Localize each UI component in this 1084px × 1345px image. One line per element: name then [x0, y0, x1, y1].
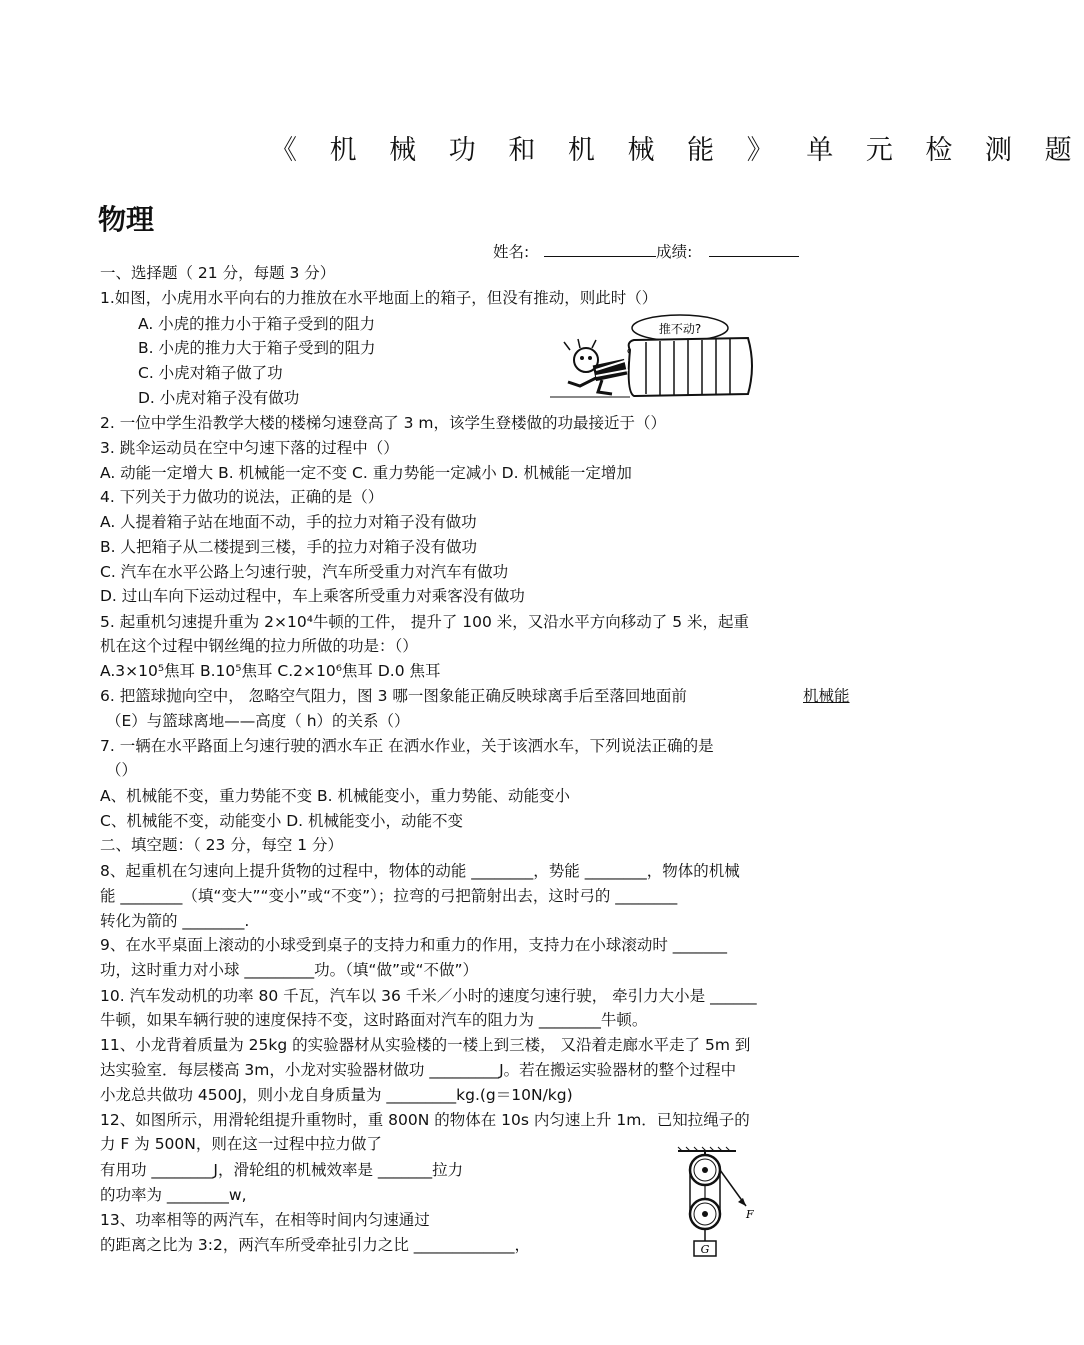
q7-options-cd: C、机械能不变，动能变小 D. 机械能变小，动能不变	[100, 812, 464, 830]
question-11-line-2: 达实验室．每层楼高 3m，小龙对实验器材做功 _________J。若在搬运实验器材的整个过程中	[100, 1061, 737, 1079]
question-5-line-2: 机在这个过程中钢丝绳的拉力所做的功是：（）	[100, 637, 418, 655]
question-9-line-1: 9、在水平桌面上滚动的小球受到桌子的支持力和重力的作用，支持力在小球滚动时 _______	[100, 936, 728, 954]
question-7-line-1: 7. 一辆在水平路面上匀速行驶的洒水车正 在洒水作业，关于该洒水车，下列说法正确的是	[100, 737, 714, 755]
section-2-heading: 二、填空题：（ 23 分，每空 1 分）	[100, 836, 344, 854]
question-13-line-1: 13、功率相等的两汽车，在相等时间内匀速通过	[100, 1211, 430, 1229]
question-6-line-2: （E）与篮球离地——高度（ h）的关系（）	[106, 712, 410, 730]
q1-option-d: D. 小虎对箱子没有做功	[138, 389, 300, 407]
subject-label: 物理	[98, 203, 155, 236]
q4-option-a: A. 人提着箱子站在地面不动，手的拉力对箱子没有做功	[100, 513, 477, 531]
question-3: 3. 跳伞运动员在空中匀速下落的过程中（）	[100, 439, 399, 457]
question-5-line-1: 5. 起重机匀速提升重为 2×10⁴牛顿的工件， 提升了 100 米，又沿水平方向移动了 5 米，起重	[100, 613, 750, 631]
question-4: 4. 下列关于力做功的说法，正确的是（）	[100, 488, 384, 506]
weight-label: G	[700, 1243, 710, 1256]
question-12-line-3: 有用功 ________J，滑轮组的机械效率是 _______拉力	[100, 1161, 464, 1179]
pulley-figure	[676, 1148, 776, 1260]
question-12-line-2: 力 F 为 500N，则在这一过程中拉力做了	[100, 1135, 382, 1153]
question-8-line-1: 8、起重机在匀速向上提升货物的过程中，物体的动能 ________，势能 ________，物体的机械	[100, 862, 740, 880]
score-label: 成绩:	[656, 243, 693, 261]
question-9-line-2: 功，这时重力对小球 _________功。（填“做”或“不做”）	[100, 961, 479, 979]
question-10-line-1: 10. 汽车发动机的功率 80 千瓦，汽车以 36 千米／小时的速度匀速行驶， 牵引力大小是 ______	[100, 987, 757, 1005]
question-2: 2. 一位中学生沿教学大楼的楼梯匀速登高了 3 m，该学生登楼做的功最接近于（）	[100, 414, 667, 432]
q5-options: A.3×10⁵焦耳 B.10⁵焦耳 C.2×10⁶焦耳 D.0 焦耳	[100, 662, 441, 680]
question-7-line-2: （）	[106, 761, 138, 779]
question-12-line-1: 12、如图所示，用滑轮组提升重物时，重 800N 的物体在 10s 内匀速上升 1m．已知拉绳子的	[100, 1111, 750, 1129]
question-12-line-4: 的功率为 ________w,	[100, 1186, 247, 1204]
question-11-line-3: 小龙总共做功 4500J，则小龙自身质量为 _________kg.(g＝10N/kg)	[100, 1086, 573, 1104]
force-label: F	[746, 1208, 754, 1221]
question-13-line-2: 的距离之比为 3:2，两汽车所受牵扯引力之比 _____________，	[100, 1236, 531, 1254]
question-1: 1.如图，小虎用水平向右的力推放在水平地面上的箱子，但没有推动，则此时（）	[100, 289, 658, 307]
document-title: 《 机 械 功 和 机 械 能 》 单 元 检 测 题	[270, 135, 1084, 166]
q1-option-b: B. 小虎的推力大于箱子受到的阻力	[138, 339, 376, 357]
q4-option-c: C. 汽车在水平公路上匀速行驶，汽车所受重力对汽车有做功	[100, 563, 509, 581]
name-blank[interactable]	[544, 242, 656, 257]
section-1-heading: 一、选择题（ 21 分，每题 3 分）	[100, 264, 336, 282]
q4-option-d: D. 过山车向下运动过程中，车上乘客所受重力对乘客没有做功	[100, 587, 525, 605]
q1-option-c: C. 小虎对箱子做了功	[138, 364, 283, 382]
question-8-line-3: 转化为箭的 ________.	[100, 912, 250, 930]
q1-option-a: A. 小虎的推力小于箱子受到的阻力	[138, 315, 376, 333]
bubble-text: 推不动?	[658, 322, 702, 336]
q4-option-b: B. 人把箱子从二楼提到三楼，手的拉力对箱子没有做功	[100, 538, 477, 556]
header-fields	[493, 240, 799, 262]
q3-options: A. 动能一定增大 B. 机械能一定不变 C. 重力势能一定减小 D. 机械能一定增加	[100, 464, 632, 482]
name-label: 姓名:	[493, 243, 530, 261]
question-11-line-1: 11、小龙背着质量为 25kg 的实验器材从实验楼的一楼上到三楼， 又沿着走廊水平走了 5m 到	[100, 1036, 751, 1054]
question-8-line-2: 能 ________（填“变大”“变小”或“不变”）；拉弯的弓把箭射出去，这时弓的 ________	[100, 887, 678, 905]
underlined-term: 机械能	[803, 687, 850, 705]
pushing-box-figure	[550, 312, 762, 398]
q7-options-ab: A、机械能不变，重力势能不变 B. 机械能变小，重力势能、动能变小	[100, 787, 571, 805]
score-blank[interactable]	[709, 242, 799, 257]
question-6-line-1: 6. 把篮球抛向空中， 忽略空气阻力，图 3 哪一图象能正确反映球离手后至落回地面前	[100, 687, 687, 705]
question-10-line-2: 牛顿，如果车辆行驶的速度保持不变，这时路面对汽车的阻力为 ________牛顿。	[100, 1011, 648, 1029]
